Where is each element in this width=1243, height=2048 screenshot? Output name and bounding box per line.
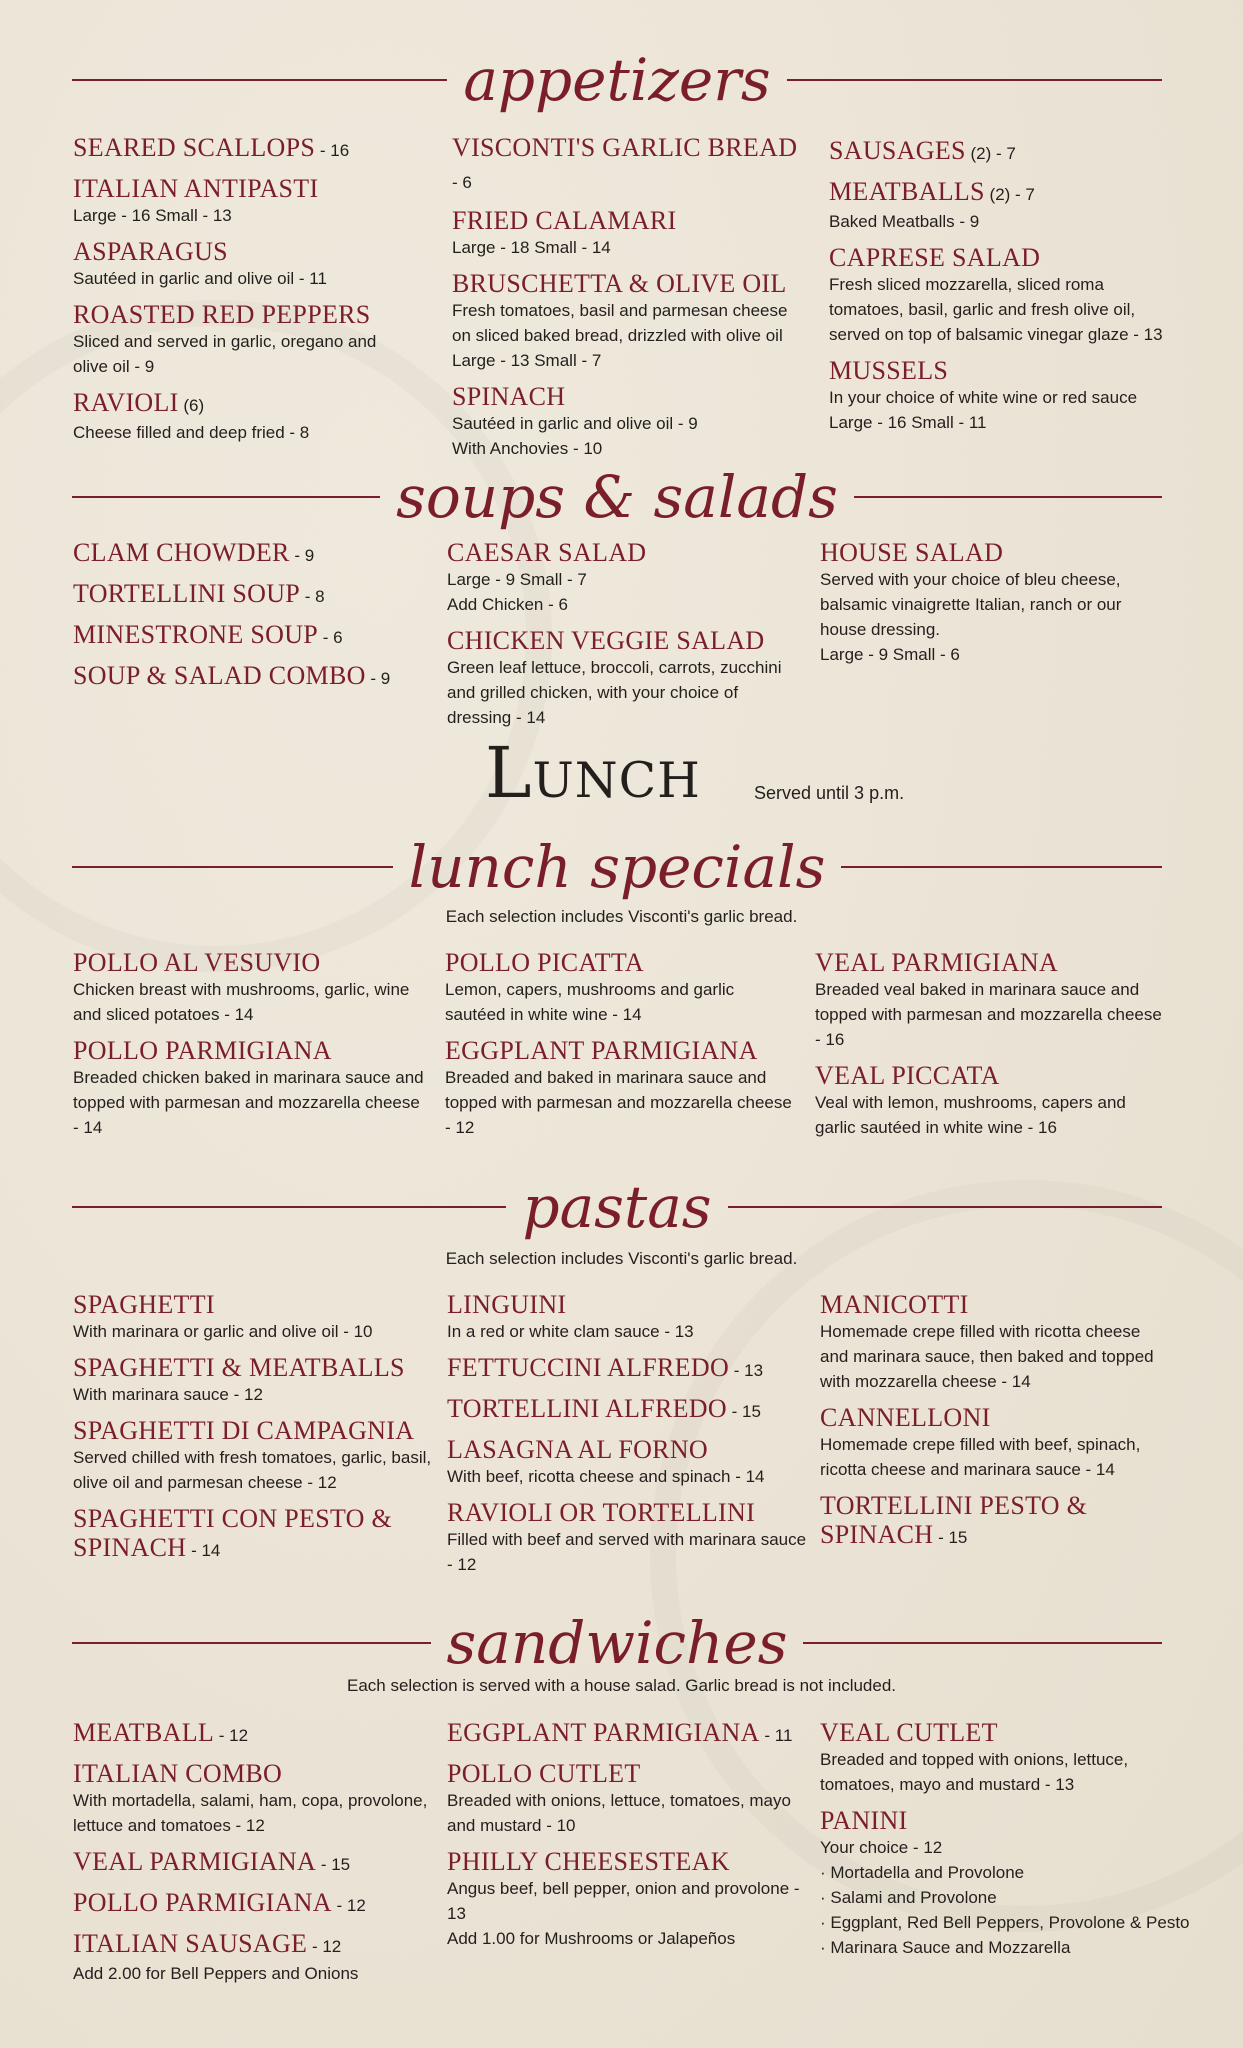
divider xyxy=(841,866,1162,868)
menu-item-name xyxy=(73,174,413,203)
item-title: PHILLY CHEESESTEAK xyxy=(447,1847,730,1876)
menu-item-mussels xyxy=(829,356,1174,435)
divider xyxy=(72,79,447,81)
item-description: Chicken breast with mushrooms, garlic, wine and sliced potatoes - 14 xyxy=(73,980,410,1024)
item-description: In your choice of white wine or red sauce Large - 16 Small - 11 xyxy=(829,388,1138,432)
section-title: sandwiches xyxy=(446,1609,788,1677)
menu-item-name xyxy=(447,1353,807,1385)
menu-item-soup-salad-combo xyxy=(73,661,423,693)
item-title: ITALIAN COMBO xyxy=(73,1759,283,1788)
item-description: With marinara or garlic and olive oil - 10 xyxy=(73,1322,373,1341)
menu-item-meatball xyxy=(73,1718,433,1750)
menu-item-eggplant-parmigiana xyxy=(447,1718,807,1750)
sandwiches-header xyxy=(72,1608,1162,1678)
item-description: Sautéed in garlic and olive oil - 9 With Anchovies - 10 xyxy=(452,414,698,458)
menu-item-panini xyxy=(820,1806,1200,1860)
menu-item-meatballs xyxy=(829,177,1174,234)
menu-item-sausages xyxy=(829,136,1174,168)
item-price: (6) xyxy=(178,396,205,415)
lunch-specials-col-2 xyxy=(445,948,795,1149)
item-price: - 14 xyxy=(186,1541,221,1560)
item-price: - 6 xyxy=(318,628,343,647)
menu-item-name xyxy=(452,269,804,298)
section-note: Each selection is served with a house salad. Garlic bread is not included. xyxy=(346,1676,897,1695)
pastas-header xyxy=(72,1172,1162,1242)
menu-item-veal-parmigiana xyxy=(815,948,1165,1052)
menu-item-name xyxy=(452,382,804,411)
menu-item-pollo-al-vesuvio xyxy=(73,948,428,1027)
menu-item-name xyxy=(820,1290,1170,1319)
item-title: VEAL PARMIGIANA xyxy=(73,1847,317,1876)
item-price: - 13 xyxy=(729,1361,764,1380)
menu-item-name xyxy=(73,1888,433,1920)
menu-item-ravioli xyxy=(73,388,413,445)
menu-item-bruschetta-olive-oil xyxy=(452,269,804,373)
menu-item-house-salad xyxy=(820,538,1165,667)
item-price: - 15 xyxy=(726,1402,761,1421)
item-title: ASPARAGUS xyxy=(73,237,228,266)
item-description: Baked Meatballs - 9 xyxy=(829,212,980,231)
panini-option: · Marinara Sauce and Mozzarella xyxy=(820,1938,1071,1957)
menu-item-pollo-picatta xyxy=(445,948,795,1027)
menu-item-name xyxy=(73,300,413,329)
item-description: Green leaf lettuce, broccoli, carrots, zucchini and grilled chicken, with your choice of dressing - 14 xyxy=(447,658,782,727)
item-title: LASAGNA AL FORNO xyxy=(447,1435,708,1464)
divider xyxy=(728,1206,1162,1208)
menu-item-veal-parmigiana xyxy=(73,1847,433,1879)
menu-item-name xyxy=(73,388,413,420)
item-description: Served with your choice of bleu cheese, balsamic vinaigrette Italian, ranch or our house dressing. Large - 9 Small - 6 xyxy=(820,570,1122,664)
menu-item-roasted-red-peppers xyxy=(73,300,413,379)
menu-item-spinach xyxy=(452,382,804,461)
item-title: RAVIOLI xyxy=(73,388,179,417)
menu-item-minestrone-soup xyxy=(73,620,423,652)
menu-item-name xyxy=(820,1403,1170,1432)
item-description: Sliced and served in garlic, oregano and olive oil - 9 xyxy=(73,332,377,376)
menu-item-name xyxy=(829,177,1174,209)
lunch-specials-col-1 xyxy=(73,948,428,1149)
item-title: POLLO PARMIGIANA xyxy=(73,1888,332,1917)
item-price: - 9 xyxy=(365,669,391,688)
menu-item-name xyxy=(73,620,423,652)
item-description: Breaded chicken baked in marinara sauce and topped with parmesan and mozzarella cheese - 14 xyxy=(73,1068,424,1137)
item-description: Cheese filled and deep fried - 8 xyxy=(73,423,310,442)
lunch-subtitle: Served until 3 p.m. xyxy=(754,783,905,803)
item-price: - 8 xyxy=(300,587,325,606)
menu-item-caesar-salad xyxy=(447,538,799,617)
menu-item-pollo-parmigiana xyxy=(73,1036,428,1140)
item-price: (2) - 7 xyxy=(965,144,1016,163)
menu-item-name xyxy=(820,1718,1200,1747)
menu-item-italian-combo xyxy=(73,1759,433,1838)
item-title: PANINI xyxy=(820,1806,908,1835)
lunch-specials-header xyxy=(72,832,1162,902)
section-title: appetizers xyxy=(463,46,771,114)
item-description: Angus beef, bell pepper, onion and provolone - 13 Add 1.00 for Mushrooms or Jalapeños xyxy=(447,1879,800,1948)
menu-item-name xyxy=(820,1491,1170,1552)
item-price: (2) - 7 xyxy=(984,185,1035,204)
section-title: pastas xyxy=(522,1173,712,1241)
item-price: - 9 xyxy=(289,546,315,565)
menu-item-name xyxy=(73,1759,433,1788)
item-title: SAUSAGES xyxy=(829,136,966,165)
menu-item-spaghetti-con-pesto-spinach xyxy=(73,1504,433,1565)
item-title: BRUSCHETTA & OLIVE OIL xyxy=(452,269,787,298)
item-description: Breaded veal baked in marinara sauce and topped with parmesan and mozzarella cheese - 16 xyxy=(815,980,1162,1049)
item-title: VEAL CUTLET xyxy=(820,1718,998,1747)
menu-item-pollo-parmigiana xyxy=(73,1888,433,1920)
item-title: CLAM CHOWDER xyxy=(73,538,290,567)
item-description: Large - 16 Small - 13 xyxy=(73,206,232,225)
menu-item-pollo-cutlet xyxy=(447,1759,807,1838)
menu-item-name xyxy=(447,626,799,655)
menu-item-name xyxy=(447,538,799,567)
panini-options xyxy=(820,1860,1200,1960)
item-title: MUSSELS xyxy=(829,356,949,385)
item-price: - 12 xyxy=(331,1896,366,1915)
menu-item-name xyxy=(447,1847,807,1876)
menu-item-name xyxy=(815,1061,1165,1090)
item-title: VEAL PICCATA xyxy=(815,1061,1000,1090)
sandwiches-col-2 xyxy=(447,1718,807,1960)
menu-item-name xyxy=(452,133,804,197)
lunch-title: Lunch xyxy=(485,732,701,814)
sandwiches-col-3 xyxy=(820,1718,1200,1960)
menu-item-name xyxy=(73,1929,433,1961)
panini-option: · Mortadella and Provolone xyxy=(820,1863,1025,1882)
section-title: lunch specials xyxy=(408,833,826,901)
item-title: CAESAR SALAD xyxy=(447,538,647,567)
menu-item-name xyxy=(73,1718,433,1750)
item-title: SPAGHETTI CON PESTO & SPINACH xyxy=(73,1504,393,1562)
item-title: SPAGHETTI & MEATBALLS xyxy=(73,1353,405,1382)
divider xyxy=(72,496,380,498)
item-title: ROASTED RED PEPPERS xyxy=(73,300,371,329)
divider xyxy=(72,1642,431,1644)
divider xyxy=(854,496,1162,498)
item-description: Breaded and topped with onions, lettuce, tomatoes, mayo and mustard - 13 xyxy=(820,1750,1129,1794)
menu-item-manicotti xyxy=(820,1290,1170,1394)
item-description: Served chilled with fresh tomatoes, garlic, basil, olive oil and parmesan cheese - 12 xyxy=(73,1448,432,1492)
menu-item-name xyxy=(73,133,413,165)
soups-col-2 xyxy=(447,538,799,739)
item-price: - 12 xyxy=(214,1726,249,1745)
item-description: Sautéed in garlic and olive oil - 11 xyxy=(73,269,327,288)
item-description: Homemade crepe filled with ricotta cheese and marinara sauce, then baked and topped with mozzarella cheese - 14 xyxy=(820,1322,1154,1391)
item-title: FRIED CALAMARI xyxy=(452,206,677,235)
divider xyxy=(72,866,393,868)
item-description: Large - 18 Small - 14 xyxy=(452,238,611,257)
menu-item-name xyxy=(445,948,795,977)
menu-item-name xyxy=(73,1416,433,1445)
item-title: EGGPLANT PARMIGIANA xyxy=(445,1036,758,1065)
menu-item-asparagus xyxy=(73,237,413,291)
soups-col-1 xyxy=(73,538,423,702)
menu-item-name xyxy=(447,1435,807,1464)
item-title: FETTUCCINI ALFREDO xyxy=(447,1353,730,1382)
sandwiches-col-1 xyxy=(73,1718,433,1995)
item-title: SOUP & SALAD COMBO xyxy=(73,661,366,690)
item-description: With beef, ricotta cheese and spinach - 14 xyxy=(447,1467,765,1486)
pastas-col-2 xyxy=(447,1290,807,1586)
panini-option: · Salami and Provolone xyxy=(820,1888,997,1907)
menu-item-name xyxy=(447,1290,807,1319)
item-title: RAVIOLI OR TORTELLINI xyxy=(447,1498,756,1527)
menu-item-lasagna-al-forno xyxy=(447,1435,807,1489)
menu-item-tortellini-pesto-spinach xyxy=(820,1491,1170,1552)
menu-item-name xyxy=(73,1353,433,1382)
menu-item-eggplant-parmigiana xyxy=(445,1036,795,1140)
menu-item-name xyxy=(447,1759,807,1788)
menu-item-name xyxy=(820,538,1165,567)
menu-item-name xyxy=(829,136,1174,168)
menu-item-name xyxy=(73,948,428,977)
menu-item-name xyxy=(820,1806,1200,1835)
item-title: MEATBALLS xyxy=(829,177,985,206)
item-title: CHICKEN VEGGIE SALAD xyxy=(447,626,765,655)
item-title: MEATBALL xyxy=(73,1718,215,1747)
menu-item-name xyxy=(829,356,1174,385)
item-title: TORTELLINI PESTO & SPINACH xyxy=(820,1491,1088,1549)
menu-item-tortellini-soup xyxy=(73,579,423,611)
menu-item-fettuccini-alfredo xyxy=(447,1353,807,1385)
divider xyxy=(72,1206,506,1208)
item-description: Lemon, capers, mushrooms and garlic sautéed in white wine - 14 xyxy=(445,980,735,1024)
divider xyxy=(803,1642,1162,1644)
menu-item-italian-sausage xyxy=(73,1929,433,1986)
item-title: TORTELLINI ALFREDO xyxy=(447,1394,727,1423)
item-title: SPINACH xyxy=(452,382,566,411)
item-price: - 11 xyxy=(759,1726,793,1745)
menu-item-name xyxy=(447,1394,807,1426)
soups-col-3 xyxy=(820,538,1165,676)
menu-item-caprese-salad xyxy=(829,243,1174,347)
section-note: Each selection includes Visconti's garlic bread. xyxy=(445,1249,798,1268)
item-description: Your choice - 12 xyxy=(820,1838,943,1857)
item-title: POLLO PARMIGIANA xyxy=(73,1036,332,1065)
item-description: Breaded with onions, lettuce, tomatoes, mayo and mustard - 10 xyxy=(447,1791,791,1835)
item-title: ITALIAN ANTIPASTI xyxy=(73,174,319,203)
item-title: VEAL PARMIGIANA xyxy=(815,948,1059,977)
menu-item-name xyxy=(73,579,423,611)
item-description: In a red or white clam sauce - 13 xyxy=(447,1322,694,1341)
menu-item-clam-chowder xyxy=(73,538,423,570)
item-title: POLLO PICATTA xyxy=(445,948,644,977)
menu-item-spaghetti-meatballs xyxy=(73,1353,433,1407)
item-price: - 15 xyxy=(933,1528,968,1547)
item-title: SEARED SCALLOPS xyxy=(73,133,316,162)
menu-item-name xyxy=(73,237,413,266)
menu-item-name xyxy=(815,948,1165,977)
appetizers-col-1 xyxy=(73,133,413,454)
item-description: Fresh sliced mozzarella, sliced roma tomatoes, basil, garlic and fresh olive oil, served on top of balsamic vinegar glaze - 13 xyxy=(829,275,1163,344)
menu-item-name xyxy=(447,1498,807,1527)
menu-item-name xyxy=(73,1290,433,1319)
item-title: POLLO AL VESUVIO xyxy=(73,948,321,977)
menu-item-spaghetti xyxy=(73,1290,433,1344)
menu-item-italian-antipasti xyxy=(73,174,413,228)
pastas-col-1 xyxy=(73,1290,433,1574)
menu-item-fried-calamari xyxy=(452,206,804,260)
menu-item-name xyxy=(452,206,804,235)
item-description: Large - 9 Small - 7 Add Chicken - 6 xyxy=(447,570,587,614)
item-title: HOUSE SALAD xyxy=(820,538,1004,567)
item-title: SPAGHETTI xyxy=(73,1290,215,1319)
item-description: Breaded and baked in marinara sauce and topped with parmesan and mozzarella cheese - 12 xyxy=(445,1068,792,1137)
menu-item-cannelloni xyxy=(820,1403,1170,1482)
menu-item-name xyxy=(829,243,1174,272)
menu-item-name xyxy=(73,1036,428,1065)
lunch-specials-col-3 xyxy=(815,948,1165,1149)
item-title: MANICOTTI xyxy=(820,1290,969,1319)
menu-item-spaghetti-di-campagnia xyxy=(73,1416,433,1495)
item-title: POLLO CUTLET xyxy=(447,1759,641,1788)
panini-option: · Eggplant, Red Bell Peppers, Provolone & Pesto xyxy=(820,1913,1190,1932)
appetizers-col-3 xyxy=(829,136,1174,444)
menu-item-name xyxy=(445,1036,795,1065)
item-title: SPAGHETTI DI CAMPAGNIA xyxy=(73,1416,415,1445)
menu-item-philly-cheesesteak xyxy=(447,1847,807,1951)
item-title: MINESTRONE SOUP xyxy=(73,620,319,649)
item-title: CANNELLONI xyxy=(820,1403,991,1432)
menu-item-name xyxy=(73,538,423,570)
sandwiches-col-3-items xyxy=(820,1718,1200,1860)
menu-item-visconti-s-garlic-bread xyxy=(452,133,804,197)
item-title: VISCONTI'S GARLIC BREAD xyxy=(452,133,798,162)
item-title: CAPRESE SALAD xyxy=(829,243,1041,272)
menu-item-name xyxy=(73,661,423,693)
item-description: Filled with beef and served with marinara sauce - 12 xyxy=(447,1530,807,1574)
item-description: Veal with lemon, mushrooms, capers and garlic sautéed in white wine - 16 xyxy=(815,1093,1126,1137)
menu-item-chicken-veggie-salad xyxy=(447,626,799,730)
menu-item-seared-scallops xyxy=(73,133,413,165)
item-price: - 15 xyxy=(316,1855,351,1874)
item-title: LINGUINI xyxy=(447,1290,567,1319)
menu-item-veal-cutlet xyxy=(820,1718,1200,1797)
menu-item-ravioli-or-tortellini xyxy=(447,1498,807,1577)
item-description: Homemade crepe filled with beef, spinach, ricotta cheese and marinara sauce - 14 xyxy=(820,1435,1141,1479)
menu-item-tortellini-alfredo xyxy=(447,1394,807,1426)
item-description: With marinara sauce - 12 xyxy=(73,1385,263,1404)
menu-item-name xyxy=(73,1847,433,1879)
menu-item-veal-piccata xyxy=(815,1061,1165,1140)
appetizers-header xyxy=(72,45,1162,115)
menu-item-linguini xyxy=(447,1290,807,1344)
item-description: With mortadella, salami, ham, copa, provolone, lettuce and tomatoes - 12 xyxy=(73,1791,428,1835)
menu-item-name xyxy=(73,1504,433,1565)
item-title: EGGPLANT PARMIGIANA xyxy=(447,1718,760,1747)
pastas-col-3 xyxy=(820,1290,1170,1561)
item-title: ITALIAN SAUSAGE xyxy=(73,1929,308,1958)
divider xyxy=(787,79,1162,81)
section-note: Each selection includes Visconti's garlic bread. xyxy=(445,907,798,926)
item-description: Fresh tomatoes, basil and parmesan cheese on sliced baked bread, drizzled with olive oil Large - 13 Small - 7 xyxy=(452,301,788,370)
item-title: TORTELLINI SOUP xyxy=(73,579,301,608)
section-title: soups & salads xyxy=(396,463,838,531)
item-price: - 16 xyxy=(315,141,350,160)
item-price: - 6 xyxy=(452,173,472,192)
appetizers-col-2 xyxy=(452,133,804,470)
item-description: Add 2.00 for Bell Peppers and Onions xyxy=(73,1964,359,1983)
soups-salads-header xyxy=(72,462,1162,532)
menu-item-name xyxy=(447,1718,807,1750)
item-price: - 12 xyxy=(307,1937,342,1956)
